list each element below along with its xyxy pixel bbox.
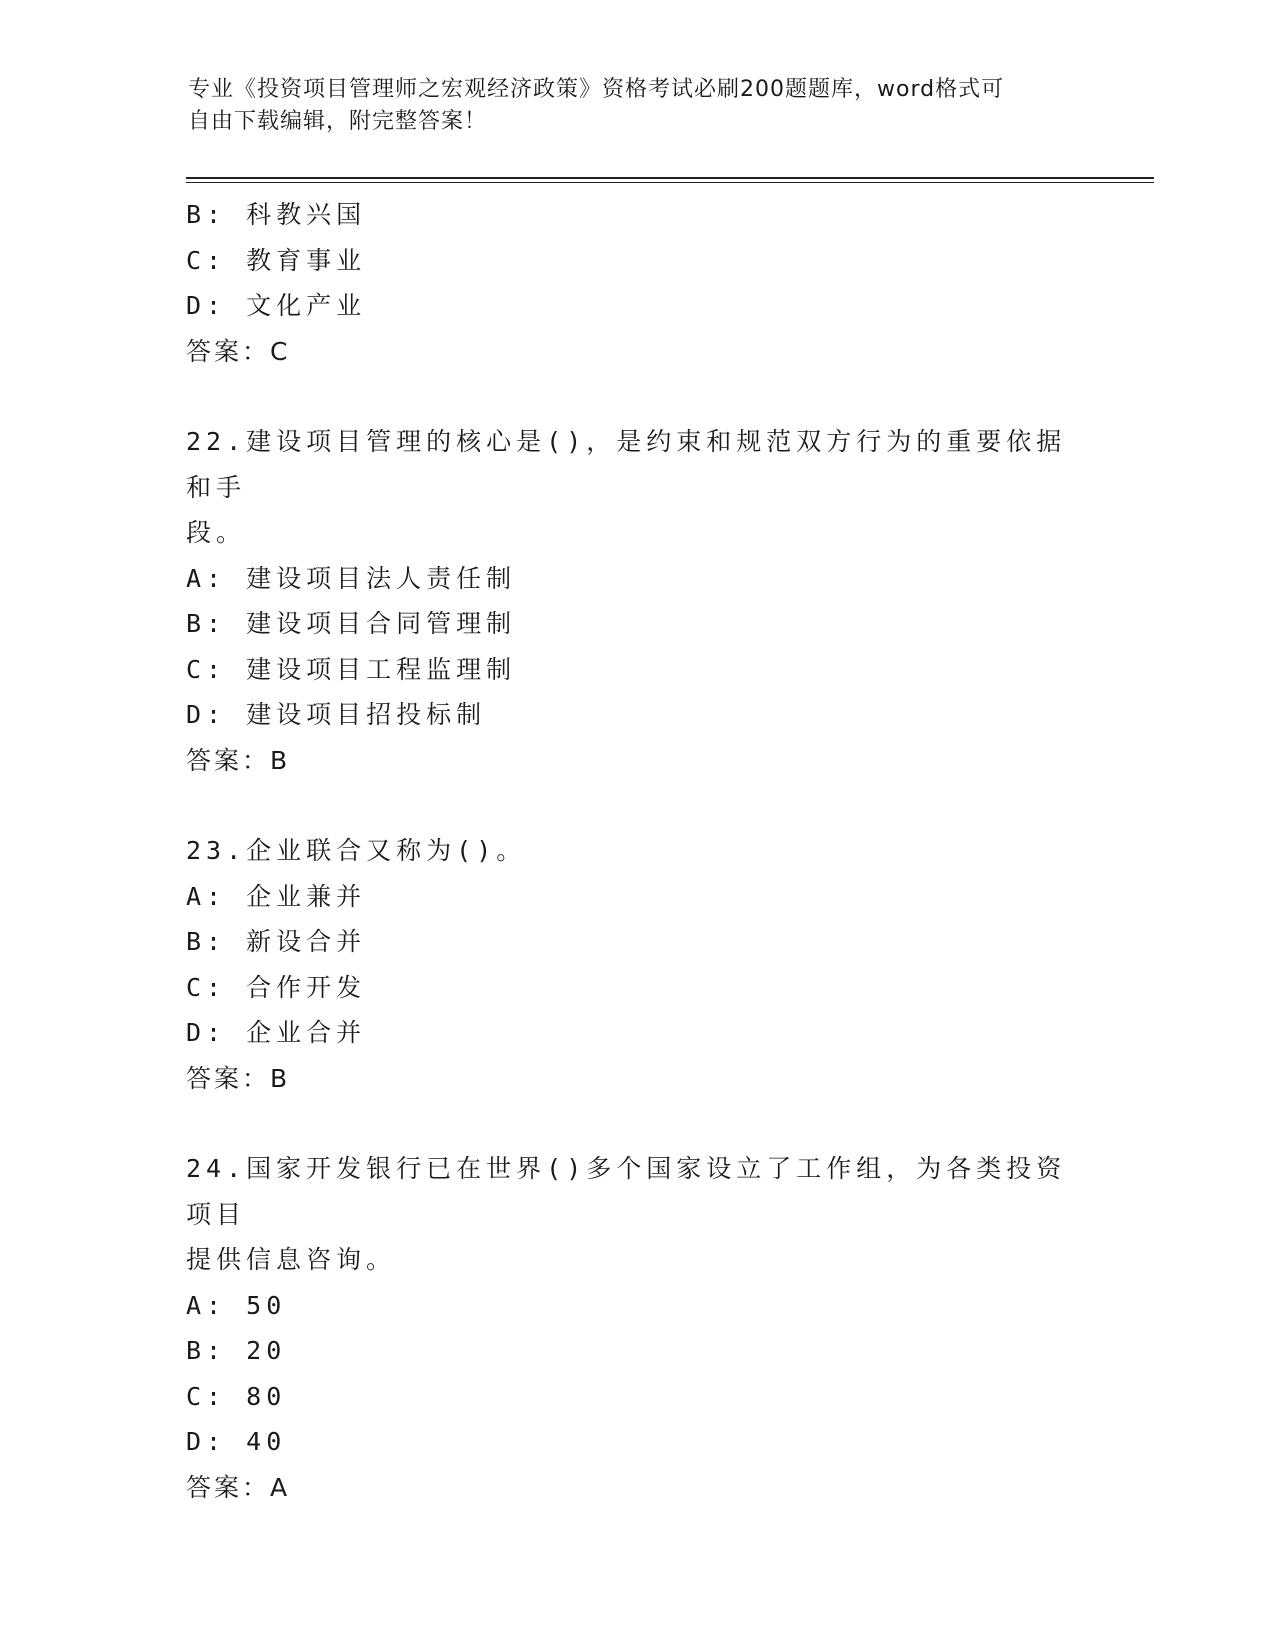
question-block-22 bbox=[186, 419, 1086, 783]
option-a: A: 企业兼并 bbox=[186, 881, 367, 911]
answer-line: 答案：B bbox=[186, 745, 291, 775]
option-c: C: 教育事业 bbox=[186, 245, 367, 275]
question-text-line2: 提供信息咨询。 bbox=[186, 1245, 397, 1274]
option-d: D: 文化产业 bbox=[186, 291, 367, 320]
header-divider-thick bbox=[186, 177, 1154, 179]
question-block-21 bbox=[186, 192, 1086, 374]
header-divider-thin bbox=[186, 182, 1154, 183]
question-text-line1: 22.建设项目管理的核心是()，是约束和规范双方行为的重要依据和手 bbox=[186, 427, 1067, 502]
option-c: C: 建设项目工程监理制 bbox=[186, 654, 517, 684]
option-b: B: 建设项目合同管理制 bbox=[186, 609, 517, 638]
header-title-line2: 自由下载编辑，附完整答案！ bbox=[188, 109, 488, 134]
option-c: C: 80 bbox=[186, 1381, 287, 1411]
spacer bbox=[186, 1101, 1086, 1146]
question-block-23 bbox=[186, 828, 1086, 1101]
option-c: C: 合作开发 bbox=[186, 972, 367, 1002]
option-b: B: 20 bbox=[186, 1336, 287, 1365]
option-d: D: 40 bbox=[186, 1427, 287, 1456]
answer-line: 答案：B bbox=[186, 1063, 291, 1093]
question-text-line2: 段。 bbox=[186, 518, 247, 547]
answer-line: 答案：C bbox=[186, 336, 291, 366]
question-text bbox=[186, 828, 1076, 874]
spacer bbox=[186, 783, 1086, 828]
option-b: B: 科教兴国 bbox=[186, 200, 367, 229]
spacer bbox=[186, 374, 1086, 419]
option-d: D: 建设项目招投标制 bbox=[186, 700, 487, 729]
question-list bbox=[186, 192, 1086, 1510]
option-a: A: 建设项目法人责任制 bbox=[186, 563, 517, 593]
question-text-line1: 24.国家开发银行已在世界()多个国家设立了工作组，为各类投资项目 bbox=[186, 1154, 1067, 1229]
question-text-line1: 23.企业联合又称为()。 bbox=[186, 836, 527, 865]
question-text bbox=[186, 1146, 1076, 1283]
option-a: A: 50 bbox=[186, 1290, 287, 1320]
option-d: D: 企业合并 bbox=[186, 1018, 367, 1047]
option-b: B: 新设合并 bbox=[186, 927, 367, 956]
question-text bbox=[186, 419, 1076, 556]
question-block-24 bbox=[186, 1146, 1086, 1510]
page-header bbox=[188, 74, 1088, 138]
header-title-line1: 专业《投资项目管理师之宏观经济政策》资格考试必刷200题题库，word格式可 bbox=[188, 77, 1005, 102]
answer-line: 答案：A bbox=[186, 1472, 291, 1502]
